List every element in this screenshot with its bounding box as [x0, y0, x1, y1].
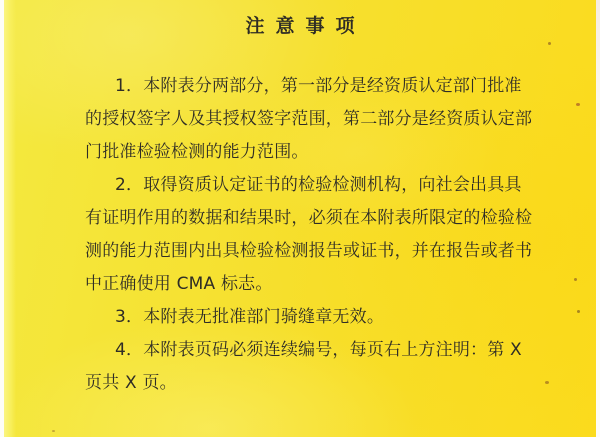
- paper-speck: [574, 278, 577, 281]
- notice-line: 1．本附表分两部分，第一部分是经资质认定部门批准: [115, 76, 522, 96]
- notice-line: 测的能力范围内出具检验检测报告或证书，并在报告或者书: [85, 241, 533, 261]
- notice-line: 4．本附表页码必须连续编号，每页右上方注明：第 X: [115, 340, 522, 360]
- notice-line: 页共 X 页。: [85, 373, 177, 393]
- page-left-fold-highlight: [4, 0, 16, 437]
- paper-speck: [52, 430, 55, 432]
- notice-line: 门批准检验检测的能力范围。: [85, 142, 309, 162]
- paper-speck: [577, 310, 580, 313]
- notice-paragraph-4: [85, 334, 545, 400]
- notice-body: [85, 70, 545, 400]
- scan-right-white-edge: [596, 0, 600, 437]
- paper-speck: [576, 103, 580, 106]
- notice-paragraph-3: [85, 301, 545, 334]
- paper-speck: [548, 42, 551, 45]
- notice-line: 有证明作用的数据和结果时，必须在本附表所限定的检验检: [85, 208, 533, 228]
- notice-line: 的授权签字人及其授权签字范围，第二部分是经资质认定部: [85, 109, 533, 129]
- notice-paragraph-2: [85, 169, 545, 301]
- page-title: 注意事项: [245, 15, 366, 37]
- notice-line: 3．本附表无批准部门骑缝章无效。: [115, 307, 385, 327]
- notice-line: 2．取得资质认定证书的检验检测机构，向社会出具具: [115, 175, 522, 195]
- notice-line: 中正确使用 CMA 标志。: [85, 274, 273, 294]
- notice-paragraph-1: [85, 70, 545, 169]
- paper-speck: [545, 381, 549, 384]
